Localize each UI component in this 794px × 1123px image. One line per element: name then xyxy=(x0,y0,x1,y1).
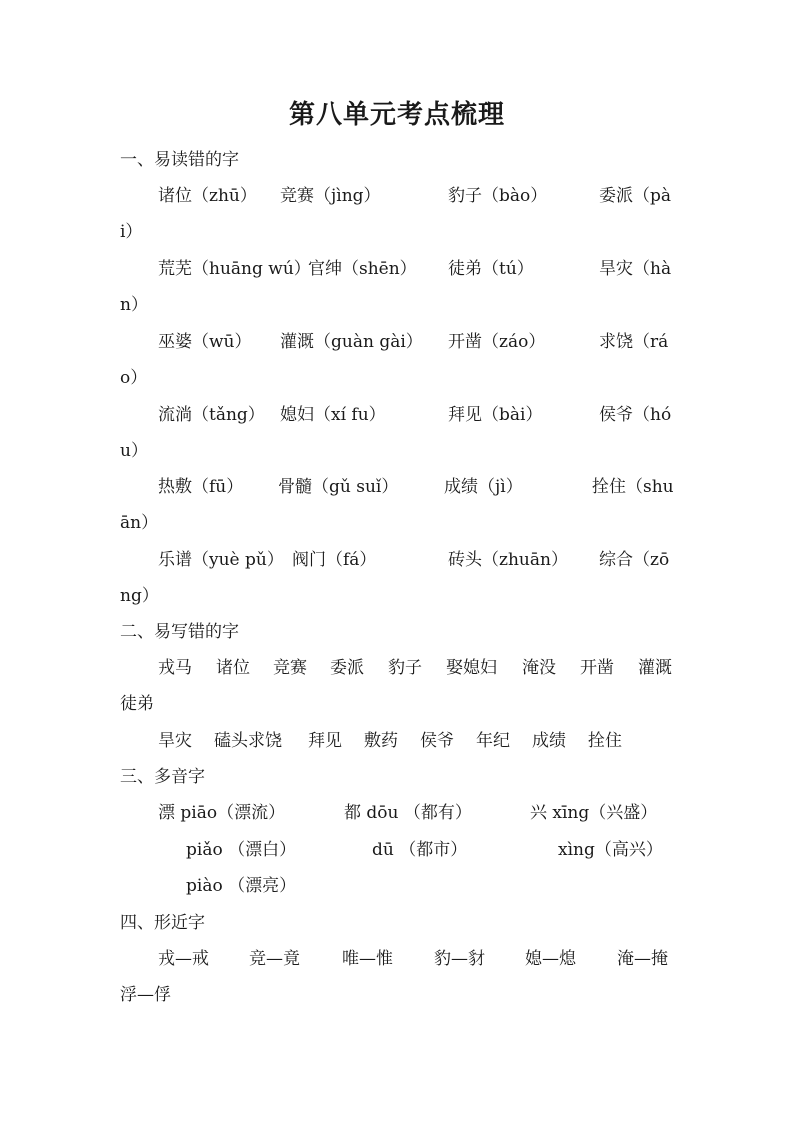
word-item: 拴住 xyxy=(588,731,622,751)
word-item: 旱灾 xyxy=(158,731,192,751)
misread-item: 旱灾（hà xyxy=(599,259,672,279)
similar-row-1 xyxy=(0,947,794,971)
misread-item: 诸位（zhū） xyxy=(158,186,257,206)
misread-item: 拜见（bài） xyxy=(448,405,543,425)
misread-row-6-cont: ng） xyxy=(120,586,159,606)
misread-item: 拴住（shu xyxy=(592,477,674,497)
misread-item: 热敷（fū） xyxy=(158,477,244,497)
word-item: 拜见 xyxy=(308,731,342,751)
word-item: 竞赛 xyxy=(273,658,307,678)
word-item: 侯爷 xyxy=(420,731,454,751)
word-item: 豹子 xyxy=(388,658,422,678)
word-item: 成绩 xyxy=(532,731,566,751)
similar-item: 竞—竟 xyxy=(249,949,300,969)
word-item: 戎马 xyxy=(158,658,192,678)
misread-item: 砖头（zhuān） xyxy=(448,550,568,570)
misread-item: 阀门（fá） xyxy=(292,550,377,570)
polyphonic-item: dū （都市） xyxy=(372,840,468,860)
word-item: 委派 xyxy=(330,658,364,678)
word-item: 淹没 xyxy=(522,658,556,678)
similar-row-1-cont: 浮—俘 xyxy=(120,985,171,1005)
polyphonic-item: xìng（高兴） xyxy=(558,840,663,860)
misread-item: 委派（pà xyxy=(599,186,672,206)
misread-item: 徒弟（tú） xyxy=(448,259,534,279)
similar-item: 唯—惟 xyxy=(342,949,393,969)
polyphonic-item: piǎo （漂白） xyxy=(186,840,297,860)
page-title: 第八单元考点梳理 xyxy=(288,100,505,130)
misread-row-3-cont: o） xyxy=(120,368,148,388)
section-heading-similar: 四、形近字 xyxy=(120,913,205,933)
misread-item: 成绩（jì） xyxy=(444,477,523,497)
word-item: 磕头求饶 xyxy=(214,731,282,751)
misread-item: 官绅（shēn） xyxy=(308,259,417,279)
misread-item: 荒芜（huāng wú） xyxy=(158,259,311,279)
misread-row-1-cont: i） xyxy=(120,222,143,242)
polyphonic-item: 都 dōu （都有） xyxy=(344,803,472,823)
misread-item: 综合（zō xyxy=(599,550,670,570)
word-item: 娶媳妇 xyxy=(446,658,497,678)
misread-row-5-cont: ān） xyxy=(120,513,159,533)
misread-item: 求饶（rá xyxy=(599,332,669,352)
similar-item: 淹—掩 xyxy=(617,949,668,969)
misread-item: 开凿（záo） xyxy=(448,332,546,352)
misread-row-6 xyxy=(0,548,794,572)
word-item: 诸位 xyxy=(216,658,250,678)
word-item: 年纪 xyxy=(476,731,510,751)
similar-item: 戎—戒 xyxy=(158,949,209,969)
polyphonic-item: 兴 xīng（兴盛） xyxy=(530,803,658,823)
misread-item: 骨髓（gǔ suǐ） xyxy=(278,477,399,497)
misread-item: 乐谱（yuè pǔ） xyxy=(158,550,284,570)
miswritten-row-1-cont: 徒弟 xyxy=(120,694,154,714)
misread-row-2-cont: n） xyxy=(120,295,148,315)
section-heading-miswritten: 二、易写错的字 xyxy=(120,622,239,642)
word-item: 敷药 xyxy=(364,731,398,751)
miswritten-row-2 xyxy=(0,729,794,753)
polyphonic-item: piào （漂亮） xyxy=(186,876,297,896)
misread-item: 媳妇（xí fu） xyxy=(280,405,386,425)
misread-item: 灌溉（guàn gài） xyxy=(280,332,423,352)
section-heading-misread: 一、易读错的字 xyxy=(120,150,239,170)
misread-item: 巫婆（wū） xyxy=(158,332,252,352)
word-item: 灌溉 xyxy=(638,658,672,678)
misread-row-4-cont: u） xyxy=(120,441,148,461)
polyphonic-row-3 xyxy=(0,874,794,898)
misread-row-1 xyxy=(0,184,794,208)
polyphonic-row-2 xyxy=(0,838,794,862)
misread-row-2 xyxy=(0,257,794,281)
section-heading-polyphonic: 三、多音字 xyxy=(120,767,205,787)
misread-item: 侯爷（hó xyxy=(599,405,672,425)
polyphonic-row-1 xyxy=(0,801,794,825)
misread-row-3 xyxy=(0,330,794,354)
similar-item: 媳—熄 xyxy=(525,949,576,969)
miswritten-row-1 xyxy=(0,656,794,680)
misread-item: 流淌（tǎng） xyxy=(158,405,265,425)
misread-row-4 xyxy=(0,403,794,427)
misread-item: 竞赛（jìng） xyxy=(280,186,381,206)
similar-item: 豹—豺 xyxy=(434,949,485,969)
misread-row-5 xyxy=(0,475,794,499)
polyphonic-item: 漂 piāo（漂流） xyxy=(158,803,286,823)
misread-item: 豹子（bào） xyxy=(448,186,548,206)
word-item: 开凿 xyxy=(580,658,614,678)
